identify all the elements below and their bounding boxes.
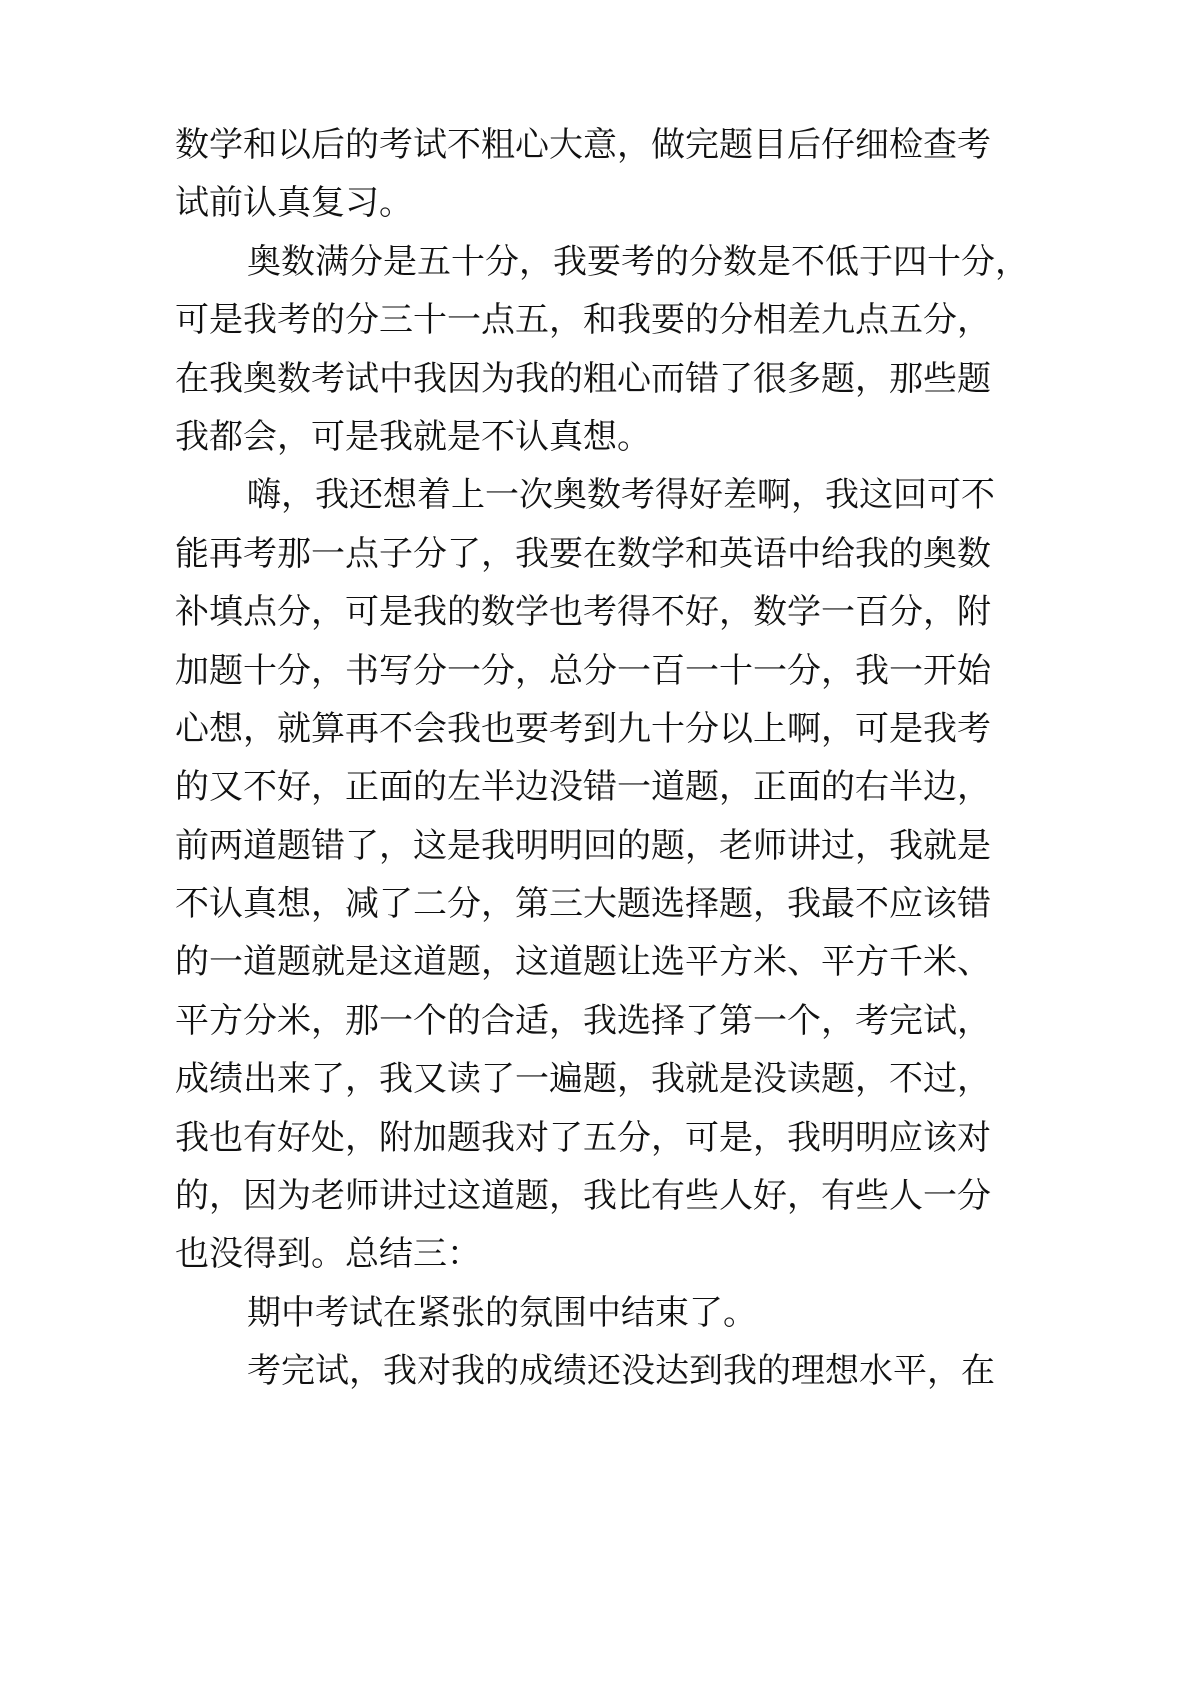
text-line: 平方分米，那一个的合适，我选择了第一个，考完试， [175, 1000, 991, 1041]
text-line: 在我奥数考试中我因为我的粗心而错了很多题，那些题 [175, 358, 991, 399]
text-line: 心想，就算再不会我也要考到九十分以上啊，可是我考 [175, 708, 991, 749]
text-line: 试前认真复习。 [175, 183, 413, 224]
text-line: 能再考那一点子分了，我要在数学和英语中给我的奥数 [175, 533, 991, 574]
text-line: 前两道题错了，这是我明明回的题，老师讲过，我就是 [175, 825, 991, 866]
text-line: 补填点分，可是我的数学也考得不好，数学一百分，附 [175, 592, 991, 633]
document-body [175, 116, 1045, 1401]
text-line: 我也有好处，附加题我对了五分，可是，我明明应该对 [175, 1117, 991, 1158]
paragraph-start-line: 奥数满分是五十分，我要考的分数是不低于四十分， [247, 241, 1029, 282]
text-line: 加题十分，书写分一分，总分一百一十一分，我一开始 [175, 650, 991, 691]
text-line: 也没得到。总结三： [175, 1234, 481, 1275]
text-line: 的又不好，正面的左半边没错一道题，正面的右半边， [175, 767, 991, 808]
paragraph-start-line: 期中考试在紧张的氛围中结束了。 [247, 1292, 757, 1333]
paragraph-start-line: 考完试，我对我的成绩还没达到我的理想水平，在 [247, 1351, 995, 1392]
text-line: 的一道题就是这道题，这道题让选平方米、平方千米、 [175, 942, 991, 983]
text-line: 不认真想，减了二分，第三大题选择题，我最不应该错 [175, 884, 991, 925]
paragraph-start-line: 嗨，我还想着上一次奥数考得好差啊，我这回可不 [247, 475, 995, 516]
text-line: 数学和以后的考试不粗心大意，做完题目后仔细检查考 [175, 125, 991, 165]
text-line: 可是我考的分三十一点五，和我要的分相差九点五分， [175, 300, 991, 341]
text-line: 我都会，可是我就是不认真想。 [175, 416, 651, 457]
text-line: 成绩出来了，我又读了一遍题，我就是没读题，不过， [175, 1059, 991, 1100]
text-line: 的，因为老师讲过这道题，我比有些人好，有些人一分 [175, 1176, 991, 1217]
